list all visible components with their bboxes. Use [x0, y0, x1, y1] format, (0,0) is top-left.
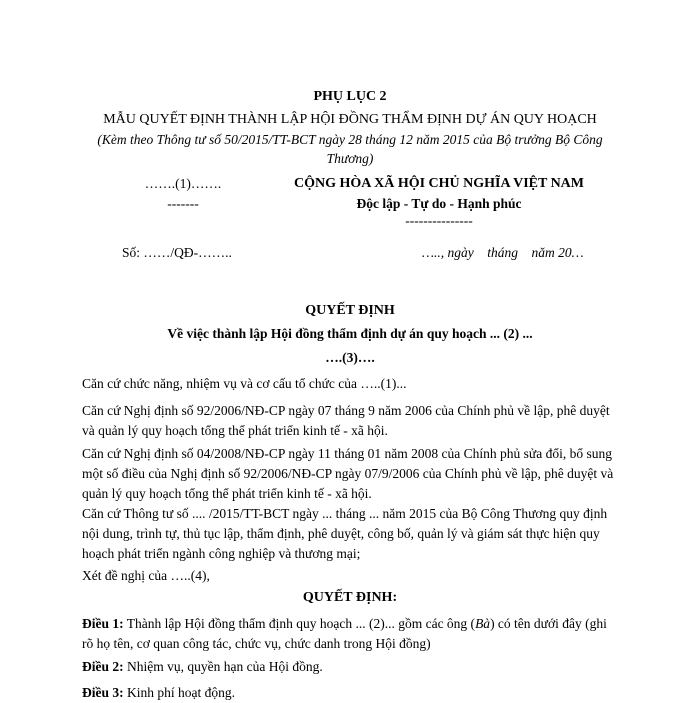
decision-subject: Về việc thành lập Hội đồng thẩm định dự án quy hoạch ... (2) ... [167, 326, 533, 341]
article-3-label: Điều 3: [82, 685, 124, 700]
document-date: ….., ngày tháng năm 20… [422, 245, 584, 260]
article-1 [82, 614, 614, 654]
article-1-text-rest: ) có tên dưới đây (ghi rõ họ tên, cơ quan công tác, chức vụ, chức danh trong Hội đồng) [82, 616, 607, 651]
appendix-title: PHỤ LỤC 2 [313, 89, 387, 104]
article-2-text: Nhiệm vụ, quyền hạn của Hội đồng. [123, 659, 323, 674]
legal-basis-2: Căn cứ Nghị định số 92/2006/NĐ-CP ngày 07 tháng 9 năm 2006 của Chính phủ về lập, phê duyệt và quản lý quy hoạch tổng thể phát triển kinh tế - xã hội. [82, 403, 610, 438]
form-title: MẪU QUYẾT ĐỊNH THÀNH LẬP HỘI ĐỒNG THẨM ĐỊNH DỰ ÁN QUY HOẠCH [103, 112, 597, 127]
decision-title: QUYẾT ĐỊNH [305, 303, 395, 318]
nation-motto: Độc lập - Tự do - Hạnh phúc [356, 196, 522, 211]
article-1-text: Thành lập Hội đồng thẩm định quy hoạch ... (2)... gồm các ông ( [123, 616, 476, 631]
article-3-text: Kinh phí hoạt động. [123, 685, 235, 700]
motto-separator: --------------- [405, 213, 473, 228]
article-3 [82, 683, 614, 703]
legal-basis-3: Căn cứ Nghị định số 04/2008/NĐ-CP ngày 11 tháng 01 năm 2008 của Chính phủ sửa đổi, bổ sung một số điều của Nghị định số 92/2006/NĐ-CP ngày 07/9/2006 của Chính phủ về lập, phê duyệt và quản lý quy hoạch tổng thể phát triển kinh tế - xã hội. [82, 446, 614, 501]
attachment-note-line2: Thương) [326, 151, 374, 166]
agency-separator: ------- [167, 196, 199, 211]
decides-heading: QUYẾT ĐỊNH: [302, 590, 398, 605]
legal-basis-4: Căn cứ Thông tư số .... /2015/TT-BCT ngày ... tháng ... năm 2015 của Bộ Công Thương quy định nội dung, trình tự, thủ tục lập, thẩm định, phê duyệt, công bố, quản lý và giám sát thực hiện quy hoạch phát triển ngành công nghiệp và thương mại; [82, 506, 608, 561]
article-2 [82, 657, 614, 677]
attachment-note-line1: (Kèm theo Thông tư số 50/2015/TT-BCT ngày 28 tháng 12 năm 2015 của Bộ trưởng Bộ Công [97, 132, 603, 147]
article-1-italic: Bà [475, 616, 491, 631]
article-2-label: Điều 2: [82, 659, 124, 674]
proposal-line: Xét đề nghị của …..(4), [82, 568, 210, 583]
document-number: Số: ……/QĐ-…….. [122, 245, 232, 260]
nation-name: CỘNG HÒA XÃ HỘI CHỦ NGHĨA VIỆT NAM [293, 176, 584, 191]
legal-basis-1: Căn cứ chức năng, nhiệm vụ và cơ cấu tổ chức của …..(1)... [82, 376, 407, 391]
issuing-agency: …….(1)……. [144, 176, 222, 191]
issuing-authority: ….(3)…. [325, 350, 375, 365]
article-1-label: Điều 1: [82, 616, 124, 631]
